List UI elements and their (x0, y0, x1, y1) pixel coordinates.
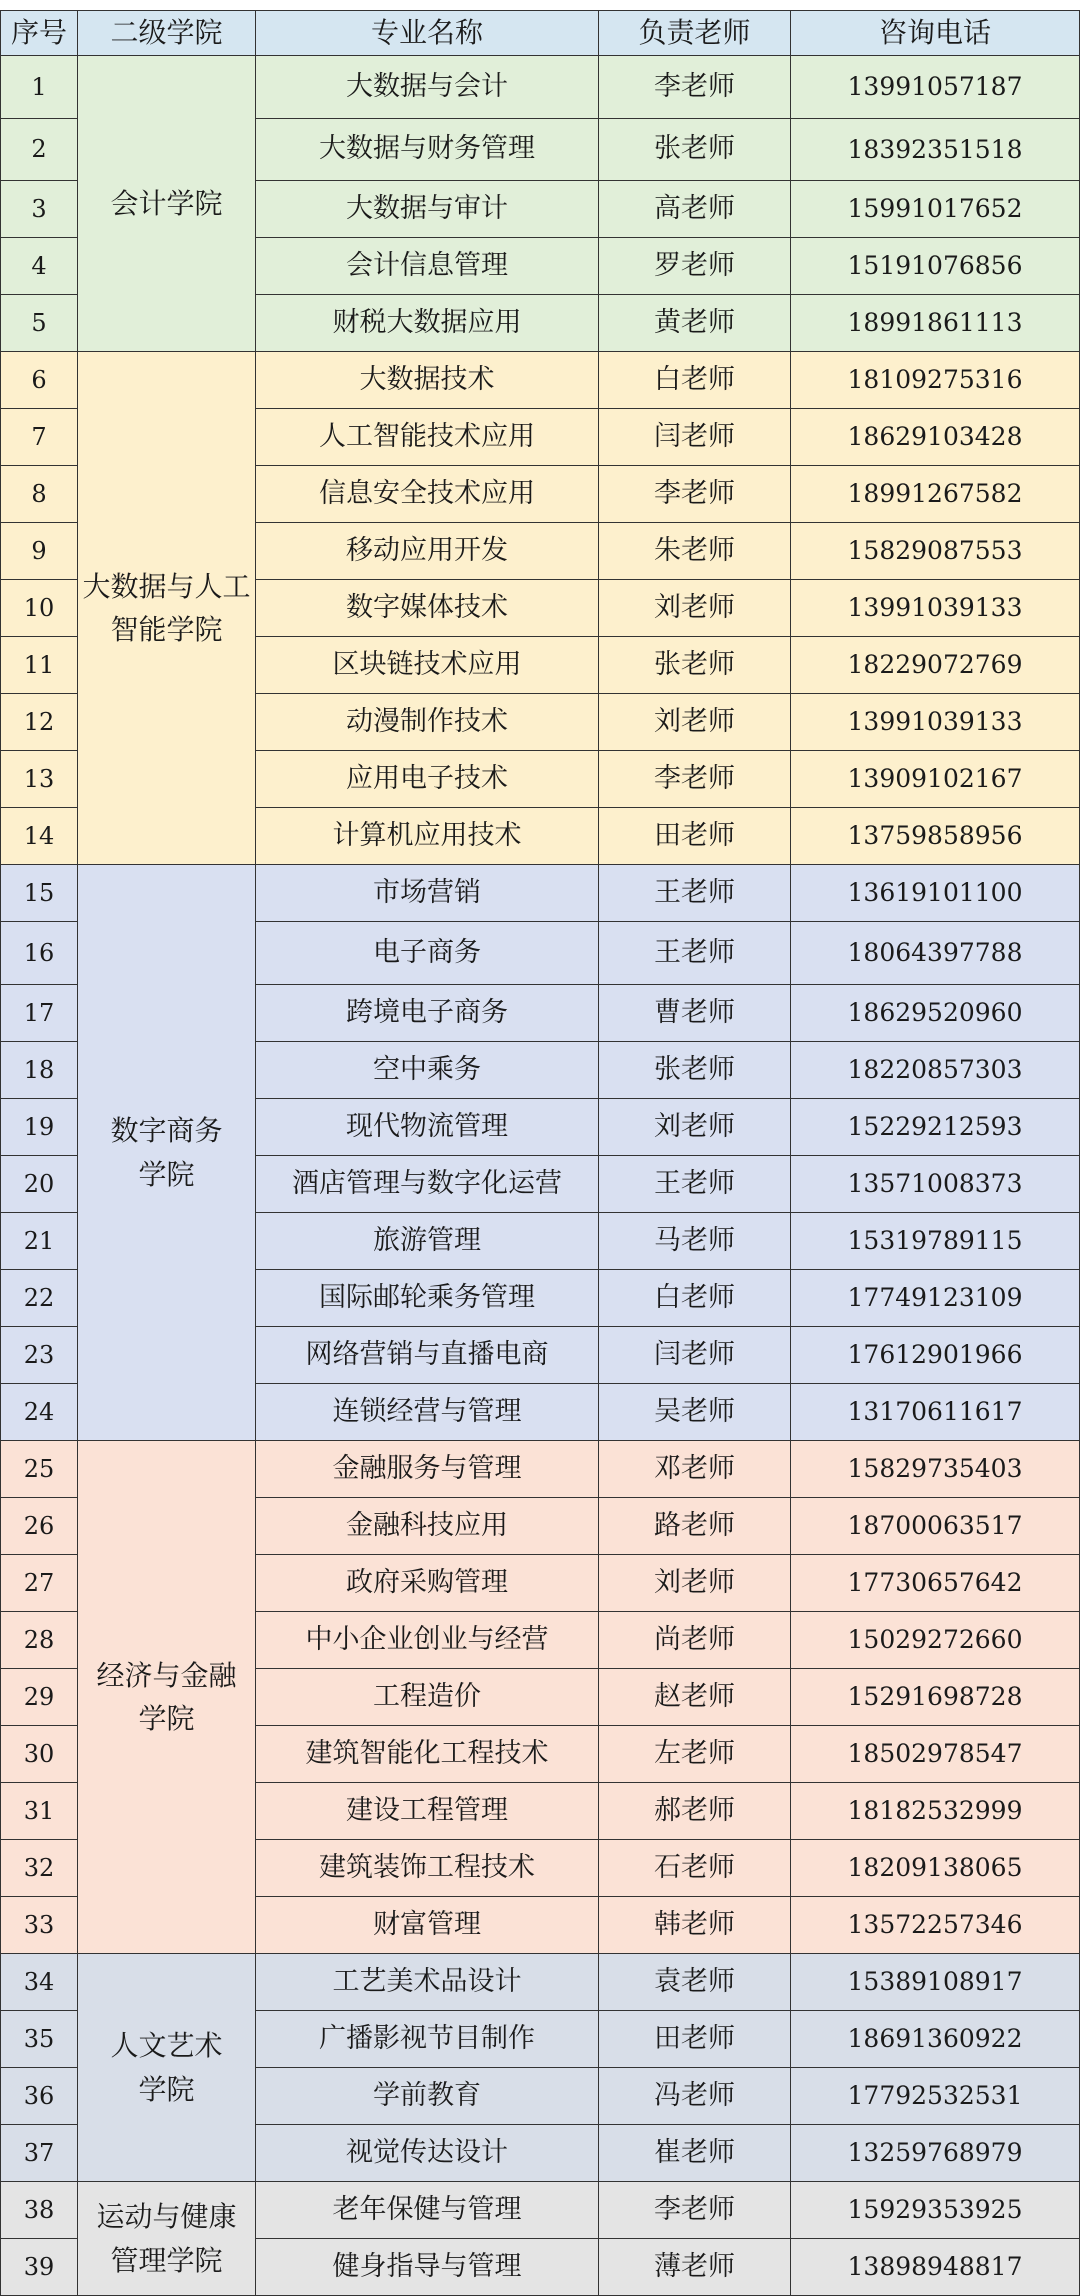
major-name: 大数据与财务管理 (256, 119, 599, 181)
major-name: 跨境电子商务 (256, 985, 599, 1042)
phone-number: 15991017652 (791, 181, 1080, 238)
college-name-line: 管理学院 (110, 2243, 223, 2277)
teacher-name: 刘老师 (599, 580, 791, 637)
phone-number: 18502978547 (791, 1726, 1080, 1783)
major-name: 中小企业创业与经营 (256, 1612, 599, 1669)
teacher-name: 黄老师 (599, 295, 791, 352)
row-number: 24 (1, 1384, 78, 1441)
teacher-name: 罗老师 (599, 238, 791, 295)
row-number: 6 (1, 352, 78, 409)
teacher-name: 刘老师 (599, 1099, 791, 1156)
major-name: 广播影视节目制作 (256, 2011, 599, 2068)
phone-number: 13991039133 (791, 694, 1080, 751)
phone-number: 13571008373 (791, 1156, 1080, 1213)
teacher-name: 张老师 (599, 1042, 791, 1099)
college-name-line: 运动与健康 (96, 2200, 237, 2234)
row-number: 10 (1, 580, 78, 637)
phone-number: 18629520960 (791, 985, 1080, 1042)
phone-number: 13259768979 (791, 2125, 1080, 2182)
teacher-name: 王老师 (599, 865, 791, 922)
row-number: 21 (1, 1213, 78, 1270)
phone-number: 15291698728 (791, 1669, 1080, 1726)
row-number: 36 (1, 2068, 78, 2125)
teacher-name: 刘老师 (599, 1555, 791, 1612)
phone-number: 15389108917 (791, 1954, 1080, 2011)
header-phone: 咨询电话 (791, 11, 1080, 56)
major-name: 学前教育 (256, 2068, 599, 2125)
college-name-line: 会计学院 (110, 186, 223, 220)
teacher-name: 白老师 (599, 1270, 791, 1327)
teacher-name: 李老师 (599, 2182, 791, 2239)
major-name: 数字媒体技术 (256, 580, 599, 637)
row-number: 2 (1, 119, 78, 181)
college-cell (78, 865, 256, 1441)
phone-number: 15029272660 (791, 1612, 1080, 1669)
teacher-name: 尚老师 (599, 1612, 791, 1669)
teacher-name: 李老师 (599, 56, 791, 119)
row-number: 22 (1, 1270, 78, 1327)
phone-number: 17730657642 (791, 1555, 1080, 1612)
college-cell (78, 352, 256, 865)
row-number: 18 (1, 1042, 78, 1099)
major-name: 工艺美术品设计 (256, 1954, 599, 2011)
row-number: 20 (1, 1156, 78, 1213)
phone-number: 18220857303 (791, 1042, 1080, 1099)
teacher-name: 王老师 (599, 1156, 791, 1213)
major-name: 计算机应用技术 (256, 808, 599, 865)
header-teacher: 负责老师 (599, 11, 791, 56)
row-number: 11 (1, 637, 78, 694)
table-row (1, 2182, 1080, 2239)
major-name: 动漫制作技术 (256, 694, 599, 751)
row-number: 15 (1, 865, 78, 922)
teacher-name: 马老师 (599, 1213, 791, 1270)
major-name: 连锁经营与管理 (256, 1384, 599, 1441)
college-name-line: 经济与金融 (96, 1658, 237, 1692)
row-number: 9 (1, 523, 78, 580)
row-number: 4 (1, 238, 78, 295)
teacher-name: 左老师 (599, 1726, 791, 1783)
teacher-name: 崔老师 (599, 2125, 791, 2182)
major-name: 空中乘务 (256, 1042, 599, 1099)
teacher-name: 闫老师 (599, 1327, 791, 1384)
teacher-name: 赵老师 (599, 1669, 791, 1726)
major-name: 移动应用开发 (256, 523, 599, 580)
major-name: 信息安全技术应用 (256, 466, 599, 523)
row-number: 39 (1, 2239, 78, 2296)
row-number: 26 (1, 1498, 78, 1555)
row-number: 28 (1, 1612, 78, 1669)
teacher-name: 闫老师 (599, 409, 791, 466)
phone-number: 18629103428 (791, 409, 1080, 466)
teacher-name: 张老师 (599, 119, 791, 181)
row-number: 23 (1, 1327, 78, 1384)
row-number: 19 (1, 1099, 78, 1156)
major-name: 视觉传达设计 (256, 2125, 599, 2182)
major-name: 财富管理 (256, 1897, 599, 1954)
major-name: 健身指导与管理 (256, 2239, 599, 2296)
phone-number: 18700063517 (791, 1498, 1080, 1555)
row-number: 31 (1, 1783, 78, 1840)
phone-number: 18991861113 (791, 295, 1080, 352)
row-number: 17 (1, 985, 78, 1042)
row-number: 33 (1, 1897, 78, 1954)
row-number: 3 (1, 181, 78, 238)
teacher-name: 王老师 (599, 922, 791, 985)
phone-number: 17749123109 (791, 1270, 1080, 1327)
phone-number: 15929353925 (791, 2182, 1080, 2239)
phone-number: 18209138065 (791, 1840, 1080, 1897)
college-cell (78, 1954, 256, 2182)
major-name: 老年保健与管理 (256, 2182, 599, 2239)
row-number: 5 (1, 295, 78, 352)
major-name: 酒店管理与数字化运营 (256, 1156, 599, 1213)
phone-number: 18392351518 (791, 119, 1080, 181)
major-name: 财税大数据应用 (256, 295, 599, 352)
major-name: 建设工程管理 (256, 1783, 599, 1840)
teacher-name: 郝老师 (599, 1783, 791, 1840)
row-number: 13 (1, 751, 78, 808)
teacher-name: 李老师 (599, 466, 791, 523)
phone-number: 15319789115 (791, 1213, 1080, 1270)
major-name: 建筑智能化工程技术 (256, 1726, 599, 1783)
header-college: 二级学院 (78, 11, 256, 56)
college-name-line: 学院 (138, 1157, 195, 1191)
phone-number: 13898948817 (791, 2239, 1080, 2296)
college-name-line: 大数据与人工 (82, 569, 251, 603)
college-name-line: 人文艺术 (110, 2029, 223, 2063)
teacher-name: 薄老师 (599, 2239, 791, 2296)
row-number: 25 (1, 1441, 78, 1498)
major-contact-table (0, 10, 1080, 2296)
major-name: 大数据与审计 (256, 181, 599, 238)
phone-number: 17792532531 (791, 2068, 1080, 2125)
table-row (1, 352, 1080, 409)
row-number: 38 (1, 2182, 78, 2239)
major-contact-table-wrapper (0, 10, 1080, 2296)
row-number: 34 (1, 1954, 78, 2011)
row-number: 7 (1, 409, 78, 466)
teacher-name: 曹老师 (599, 985, 791, 1042)
college-name-line: 学院 (138, 1702, 195, 1735)
phone-number: 15191076856 (791, 238, 1080, 295)
phone-number: 13909102167 (791, 751, 1080, 808)
major-name: 人工智能技术应用 (256, 409, 599, 466)
table-row (1, 865, 1080, 922)
phone-number: 15829735403 (791, 1441, 1080, 1498)
college-name-line: 数字商务 (110, 1114, 223, 1148)
teacher-name: 张老师 (599, 637, 791, 694)
major-name: 金融服务与管理 (256, 1441, 599, 1498)
teacher-name: 路老师 (599, 1498, 791, 1555)
college-name-line: 智能学院 (110, 613, 223, 646)
major-name: 建筑装饰工程技术 (256, 1840, 599, 1897)
phone-number: 13572257346 (791, 1897, 1080, 1954)
teacher-name: 朱老师 (599, 523, 791, 580)
table-row (1, 1954, 1080, 2011)
teacher-name: 白老师 (599, 352, 791, 409)
major-name: 区块链技术应用 (256, 637, 599, 694)
college-cell (78, 1441, 256, 1954)
table-row (1, 1441, 1080, 1498)
major-name: 会计信息管理 (256, 238, 599, 295)
phone-number: 15829087553 (791, 523, 1080, 580)
phone-number: 18991267582 (791, 466, 1080, 523)
teacher-name: 韩老师 (599, 1897, 791, 1954)
major-name: 应用电子技术 (256, 751, 599, 808)
phone-number: 13619101100 (791, 865, 1080, 922)
major-name: 工程造价 (256, 1669, 599, 1726)
phone-number: 18691360922 (791, 2011, 1080, 2068)
table-row (1, 56, 1080, 119)
teacher-name: 高老师 (599, 181, 791, 238)
row-number: 32 (1, 1840, 78, 1897)
phone-number: 18182532999 (791, 1783, 1080, 1840)
row-number: 8 (1, 466, 78, 523)
row-number: 16 (1, 922, 78, 985)
row-number: 14 (1, 808, 78, 865)
phone-number: 15229212593 (791, 1099, 1080, 1156)
phone-number: 13759858956 (791, 808, 1080, 865)
college-cell (78, 2182, 256, 2296)
row-number: 12 (1, 694, 78, 751)
header-no: 序号 (1, 11, 78, 56)
row-number: 29 (1, 1669, 78, 1726)
major-name: 金融科技应用 (256, 1498, 599, 1555)
major-name: 大数据与会计 (256, 56, 599, 119)
phone-number: 13170611617 (791, 1384, 1080, 1441)
college-cell (78, 56, 256, 352)
header-row (1, 11, 1080, 56)
teacher-name: 邓老师 (599, 1441, 791, 1498)
row-number: 1 (1, 56, 78, 119)
major-name: 市场营销 (256, 865, 599, 922)
teacher-name: 刘老师 (599, 694, 791, 751)
teacher-name: 田老师 (599, 808, 791, 865)
major-name: 旅游管理 (256, 1213, 599, 1270)
phone-number: 18109275316 (791, 352, 1080, 409)
major-name: 电子商务 (256, 922, 599, 985)
major-name: 国际邮轮乘务管理 (256, 1270, 599, 1327)
teacher-name: 田老师 (599, 2011, 791, 2068)
teacher-name: 吴老师 (599, 1384, 791, 1441)
phone-number: 13991039133 (791, 580, 1080, 637)
major-name: 政府采购管理 (256, 1555, 599, 1612)
teacher-name: 李老师 (599, 751, 791, 808)
table-body (1, 11, 1080, 2296)
teacher-name: 冯老师 (599, 2068, 791, 2125)
phone-number: 13991057187 (791, 56, 1080, 119)
phone-number: 18229072769 (791, 637, 1080, 694)
row-number: 37 (1, 2125, 78, 2182)
row-number: 27 (1, 1555, 78, 1612)
major-name: 大数据技术 (256, 352, 599, 409)
phone-number: 18064397788 (791, 922, 1080, 985)
teacher-name: 袁老师 (599, 1954, 791, 2011)
college-name-line: 学院 (138, 2072, 195, 2106)
major-name: 现代物流管理 (256, 1099, 599, 1156)
header-major: 专业名称 (256, 11, 599, 56)
teacher-name: 石老师 (599, 1840, 791, 1897)
row-number: 30 (1, 1726, 78, 1783)
major-name: 网络营销与直播电商 (256, 1327, 599, 1384)
phone-number: 17612901966 (791, 1327, 1080, 1384)
row-number: 35 (1, 2011, 78, 2068)
